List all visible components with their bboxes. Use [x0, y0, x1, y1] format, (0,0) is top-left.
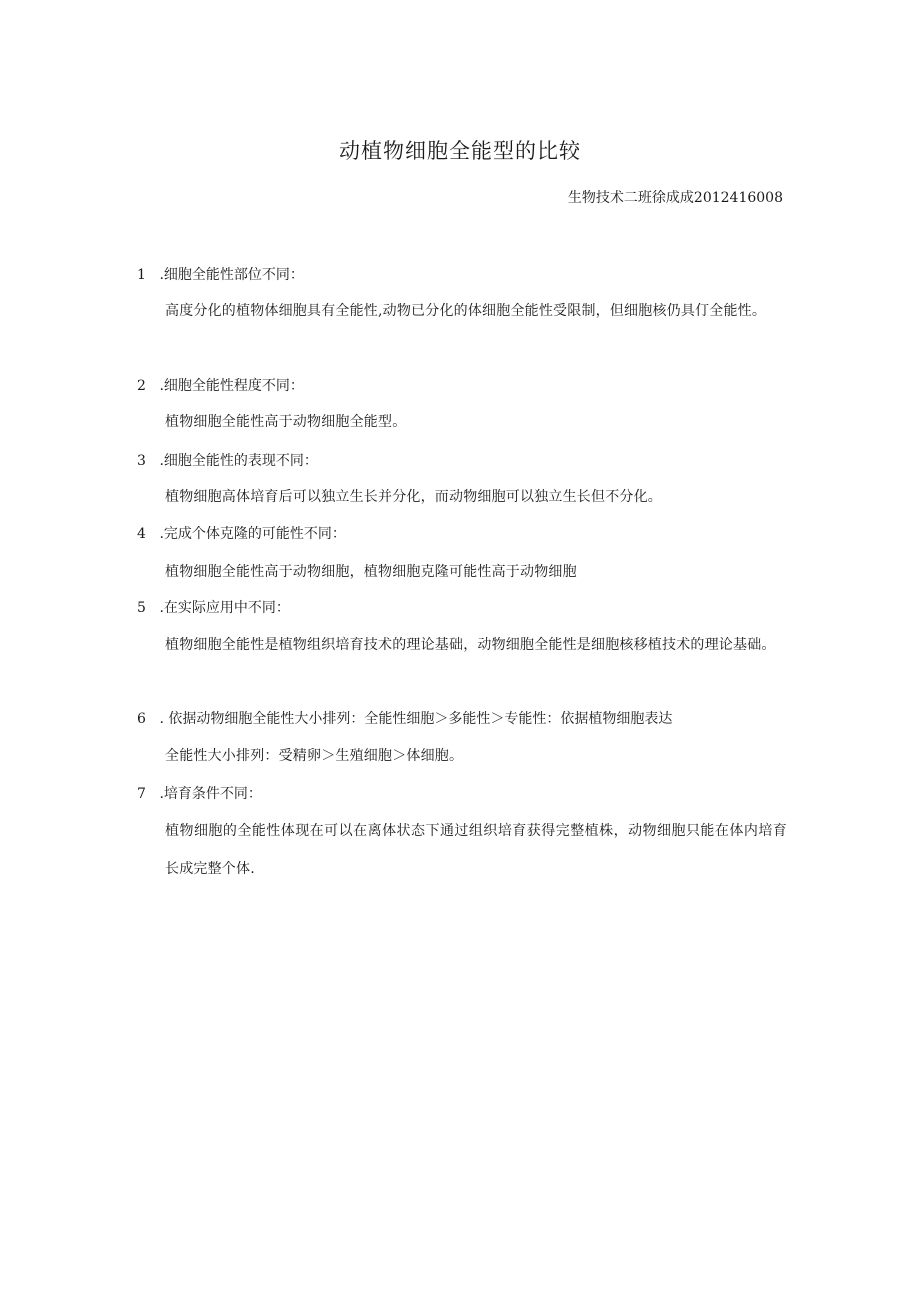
list-item-title: .细胞全能性部位不同：: [159, 267, 304, 283]
list-item-heading: [137, 263, 304, 287]
list-item-number: 3: [137, 453, 146, 469]
list-item-title: . 依据动物细胞全能性大小排列：全能性细胞＞多能性＞专能性：依据植物细胞表达: [159, 711, 673, 727]
list-item-heading: [137, 596, 290, 620]
list-item-heading: [137, 707, 672, 731]
author-line: 生物技术二班徐成成2012416008: [567, 190, 783, 206]
list-item-title: .在实际应用中不同：: [159, 600, 290, 616]
list-item-paragraph: 全能性大小排列：受精卵＞生殖细胞＞体细胞。: [165, 748, 464, 764]
list-item-number: 5: [137, 600, 146, 616]
list-item-number: 6: [137, 711, 146, 727]
list-item-paragraph: 高度分化的植物体细胞具有全能性,动物已分化的体细胞全能性受限制，但细胞核仍具仃全能性。: [165, 303, 767, 319]
list-item-heading: [137, 449, 318, 473]
list-item-paragraph: 植物细胞全能性是植物组织培育技术的理论基础，动物细胞全能性是细胞核移植技术的理论基础。: [165, 637, 776, 653]
list-item-title: .细胞全能性程度不同：: [159, 378, 304, 394]
list-item-number: 7: [137, 786, 146, 802]
list-item-title: .细胞全能性的表现不同：: [159, 453, 318, 469]
list-item-title: .培育条件不同：: [159, 786, 262, 802]
list-item-paragraph: 植物细胞的全能性体现在可以在离体状态下通过组织培育获得完整植株，动物细胞只能在体内培育长成完整个体.: [165, 823, 787, 877]
list-item-heading: [137, 374, 304, 398]
list-item-paragraph: 植物细胞高体培育后可以独立生长并分化，而动物细胞可以独立生长但不分化。: [165, 489, 662, 505]
list-item-paragraph: 植物细胞全能性高于动物细胞，植物细胞克隆可能性高于动物细胞: [165, 564, 577, 580]
list-item-title: .完成个体克隆的可能性不同：: [159, 526, 346, 542]
list-item-paragraph: 植物细胞全能性高于动物细胞全能型。: [165, 414, 407, 430]
document-title: 动植物细胞全能型的比较: [339, 139, 581, 164]
list-item-number: 4: [137, 526, 146, 542]
list-item-heading: [137, 522, 346, 546]
list-item-heading: [137, 782, 262, 806]
list-item-number: 1: [137, 267, 146, 283]
list-item-number: 2: [137, 378, 146, 394]
